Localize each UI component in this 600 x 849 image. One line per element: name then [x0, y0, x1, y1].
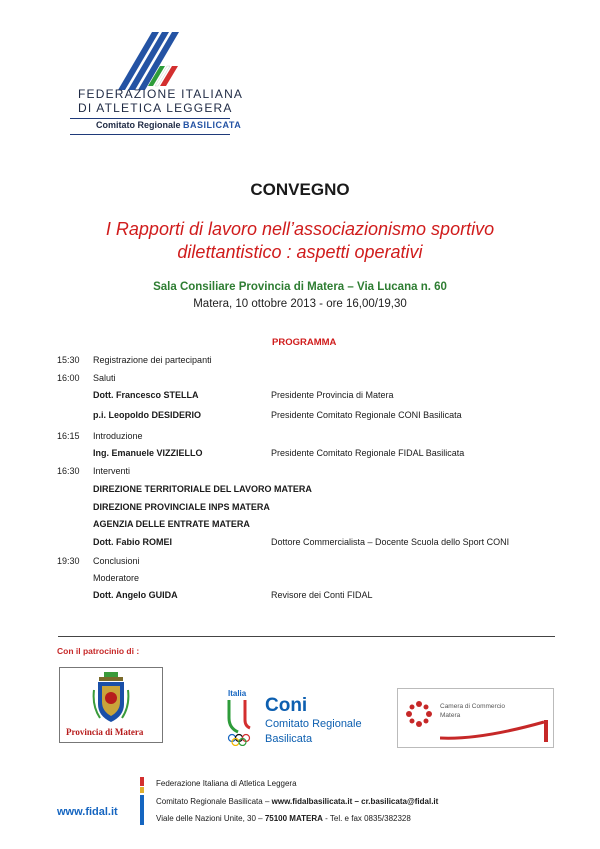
- section-divider: [58, 636, 555, 637]
- schedule-time: 16:15: [57, 431, 80, 441]
- event-venue: Sala Consiliare Provincia di Matera – Via Lucana n. 60: [153, 281, 447, 293]
- committee-region: BASILICATA: [183, 120, 242, 130]
- committee-label: [96, 120, 241, 130]
- footer-city: 75100 MATERA: [264, 814, 323, 823]
- footer-street: Viale delle Nazioni Unite, 30 –: [156, 814, 265, 823]
- footer-links[interactable]: www.fidalbasilicata.it – cr.basilicata@fidal.it: [271, 797, 439, 806]
- coni-shield-icon: [226, 698, 262, 746]
- schedule-item: Dott. Francesco STELLA: [93, 390, 199, 400]
- footer-address: [156, 814, 411, 823]
- schedule-item: Ing. Emanuele VIZZIELLO: [93, 448, 203, 458]
- provincia-crest-icon: [92, 670, 130, 725]
- event-date: Matera, 10 ottobre 2013 - ore 16,00/19,30: [193, 298, 407, 310]
- schedule-item: DIREZIONE TERRITORIALE DEL LAVORO MATERA: [93, 484, 312, 494]
- camera-commercio-swoosh-icon: [440, 720, 550, 742]
- footer-contacts: [156, 797, 438, 806]
- committee-prefix: Comitato Regionale: [96, 120, 181, 130]
- schedule-item: Saluti: [93, 373, 116, 383]
- program-heading: PROGRAMMA: [272, 337, 337, 348]
- schedule-time: 16:30: [57, 466, 80, 476]
- logo-divider: [70, 118, 230, 119]
- schedule-item: Interventi: [93, 466, 131, 476]
- schedule-item: Moderatore: [93, 573, 140, 583]
- footer-org: Federazione Italiana di Atletica Leggera: [156, 779, 297, 788]
- schedule-item: Dott. Fabio ROMEI: [93, 537, 172, 547]
- provincia-name: Provincia di Matera: [66, 727, 144, 737]
- patronage-label: Con il patrocinio di :: [57, 646, 140, 656]
- coni-italia-label: Italia: [228, 689, 247, 698]
- schedule-time: 15:30: [57, 355, 80, 365]
- coni-wordmark: Coni: [265, 695, 308, 716]
- schedule-item: Introduzione: [93, 431, 143, 441]
- footer-committee: Comitato Regionale Basilicata –: [156, 797, 272, 806]
- footer-red-bar: [140, 777, 144, 786]
- schedule-role: Presidente Comitato Regionale FIDAL Basilicata: [271, 448, 465, 458]
- event-title-line1: I Rapporti di lavoro nell’associazionismo sportivo: [105, 219, 495, 239]
- camera-commercio-emblem-icon: [405, 700, 433, 728]
- footer-blue-bar: [140, 795, 144, 825]
- event-type: CONVEGNO: [250, 180, 350, 199]
- schedule-role: Revisore dei Conti FIDAL: [271, 590, 373, 600]
- schedule-item: Dott. Angelo GUIDA: [93, 590, 178, 600]
- logo-divider-bottom: [70, 134, 230, 135]
- schedule-time: 16:00: [57, 373, 80, 383]
- schedule-role: Presidente Comitato Regionale CONI Basilicata: [271, 410, 462, 420]
- schedule-item: p.i. Leopoldo DESIDERIO: [93, 410, 201, 420]
- schedule-time: 19:30: [57, 556, 80, 566]
- schedule-item: Registrazione dei partecipanti: [93, 355, 212, 365]
- schedule-item: AGENZIA DELLE ENTRATE MATERA: [93, 519, 250, 529]
- org-name-line2: DI ATLETICA LEGGERA: [78, 101, 233, 115]
- coni-committee: Comitato Regionale: [265, 718, 362, 730]
- coni-region: Basilicata: [265, 733, 313, 745]
- camera-commercio-city: Matera: [440, 712, 461, 719]
- camera-commercio-name: Camera di Commercio: [440, 703, 506, 710]
- event-title-line2: dilettantistico : aspetti operativi: [177, 242, 423, 262]
- schedule-item: Conclusioni: [93, 556, 140, 566]
- fidal-stripes-icon: [118, 32, 179, 90]
- footer-phone: - Tel. e fax 0835/382328: [322, 814, 411, 823]
- footer-yellow-bar: [140, 787, 144, 793]
- footer-website[interactable]: www.fidal.it: [57, 806, 118, 818]
- schedule-role: Presidente Provincia di Matera: [271, 390, 394, 400]
- schedule-item: DIREZIONE PROVINCIALE INPS MATERA: [93, 502, 270, 512]
- org-name-line1: FEDERAZIONE ITALIANA: [78, 87, 244, 101]
- schedule-role: Dottore Commercialista – Docente Scuola dello Sport CONI: [271, 537, 510, 547]
